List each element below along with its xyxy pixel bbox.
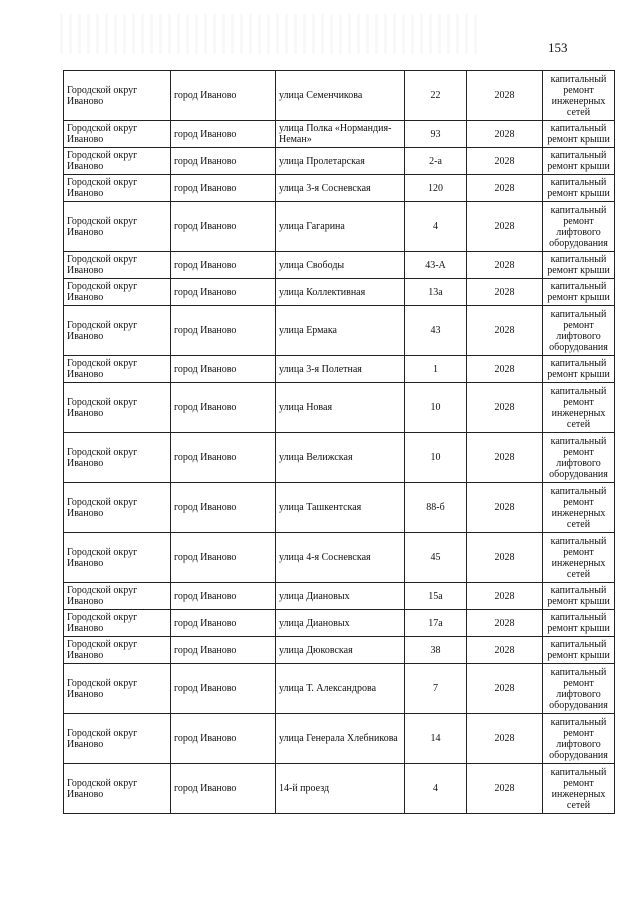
city-cell: город Иваново bbox=[171, 306, 276, 356]
city-cell: город Иваново bbox=[171, 637, 276, 664]
city-cell: город Иваново bbox=[171, 71, 276, 121]
year-cell: 2028 bbox=[467, 383, 543, 433]
house-number-cell: 38 bbox=[405, 637, 467, 664]
table-row bbox=[64, 610, 615, 637]
house-number-cell: 45 bbox=[405, 533, 467, 583]
street-cell: улица Диановых bbox=[276, 583, 405, 610]
house-number-cell: 120 bbox=[405, 175, 467, 202]
house-number-cell: 15а bbox=[405, 583, 467, 610]
street-cell: улица Гагарина bbox=[276, 202, 405, 252]
district-cell: Городской округ Иваново bbox=[64, 121, 171, 148]
street-cell: улица Ташкентская bbox=[276, 483, 405, 533]
table-row bbox=[64, 121, 615, 148]
house-number-cell: 13а bbox=[405, 279, 467, 306]
house-number-cell: 10 bbox=[405, 433, 467, 483]
table-row bbox=[64, 383, 615, 433]
table-row bbox=[64, 714, 615, 764]
city-cell: город Иваново bbox=[171, 610, 276, 637]
district-cell: Городской округ Иваново bbox=[64, 306, 171, 356]
house-number-cell: 4 bbox=[405, 764, 467, 814]
street-cell: улица Диановых bbox=[276, 610, 405, 637]
street-cell: улица Генерала Хлебникова bbox=[276, 714, 405, 764]
page-number: 153 bbox=[548, 40, 568, 55]
work-type-cell: капитальный ремонт лифтового оборудования bbox=[543, 664, 615, 714]
house-number-cell: 4 bbox=[405, 202, 467, 252]
work-type-cell: капитальный ремонт инженерных сетей bbox=[543, 533, 615, 583]
work-type-cell: капитальный ремонт инженерных сетей bbox=[543, 764, 615, 814]
work-type-cell: капитальный ремонт крыши bbox=[543, 356, 615, 383]
district-cell: Городской округ Иваново bbox=[64, 383, 171, 433]
table-row bbox=[64, 637, 615, 664]
year-cell: 2028 bbox=[467, 583, 543, 610]
year-cell: 2028 bbox=[467, 279, 543, 306]
district-cell: Городской округ Иваново bbox=[64, 148, 171, 175]
table-body bbox=[64, 71, 615, 814]
house-number-cell: 43-А bbox=[405, 252, 467, 279]
year-cell: 2028 bbox=[467, 252, 543, 279]
street-cell: улица Полка «Нормандия-Неман» bbox=[276, 121, 405, 148]
work-type-cell: капитальный ремонт крыши bbox=[543, 252, 615, 279]
house-number-cell: 7 bbox=[405, 664, 467, 714]
year-cell: 2028 bbox=[467, 483, 543, 533]
house-number-cell: 14 bbox=[405, 714, 467, 764]
year-cell: 2028 bbox=[467, 610, 543, 637]
city-cell: город Иваново bbox=[171, 714, 276, 764]
district-cell: Городской округ Иваново bbox=[64, 356, 171, 383]
table-row bbox=[64, 202, 615, 252]
year-cell: 2028 bbox=[467, 148, 543, 175]
work-type-cell: капитальный ремонт инженерных сетей bbox=[543, 383, 615, 433]
repair-schedule-table bbox=[63, 70, 615, 814]
street-cell: улица Свободы bbox=[276, 252, 405, 279]
table-row bbox=[64, 356, 615, 383]
year-cell: 2028 bbox=[467, 637, 543, 664]
city-cell: город Иваново bbox=[171, 583, 276, 610]
table-row bbox=[64, 433, 615, 483]
table-row bbox=[64, 148, 615, 175]
city-cell: город Иваново bbox=[171, 383, 276, 433]
table-row bbox=[64, 533, 615, 583]
year-cell: 2028 bbox=[467, 202, 543, 252]
street-cell: улица Велижская bbox=[276, 433, 405, 483]
street-cell: 14-й проезд bbox=[276, 764, 405, 814]
work-type-cell: капитальный ремонт лифтового оборудования bbox=[543, 202, 615, 252]
street-cell: улица Ермака bbox=[276, 306, 405, 356]
district-cell: Городской округ Иваново bbox=[64, 583, 171, 610]
house-number-cell: 10 bbox=[405, 383, 467, 433]
year-cell: 2028 bbox=[467, 306, 543, 356]
house-number-cell: 88-б bbox=[405, 483, 467, 533]
year-cell: 2028 bbox=[467, 664, 543, 714]
street-cell: улица Семенчикова bbox=[276, 71, 405, 121]
street-cell: улица 3-я Сосневская bbox=[276, 175, 405, 202]
city-cell: город Иваново bbox=[171, 764, 276, 814]
street-cell: улица Дюковская bbox=[276, 637, 405, 664]
district-cell: Городской округ Иваново bbox=[64, 175, 171, 202]
house-number-cell: 17а bbox=[405, 610, 467, 637]
scan-artifact bbox=[60, 14, 480, 54]
city-cell: город Иваново bbox=[171, 533, 276, 583]
table-row bbox=[64, 664, 615, 714]
street-cell: улица Пролетарская bbox=[276, 148, 405, 175]
table-row bbox=[64, 483, 615, 533]
street-cell: улица Новая bbox=[276, 383, 405, 433]
house-number-cell: 43 bbox=[405, 306, 467, 356]
house-number-cell: 1 bbox=[405, 356, 467, 383]
table-row bbox=[64, 583, 615, 610]
city-cell: город Иваново bbox=[171, 121, 276, 148]
city-cell: город Иваново bbox=[171, 279, 276, 306]
city-cell: город Иваново bbox=[171, 148, 276, 175]
house-number-cell: 22 bbox=[405, 71, 467, 121]
table-row bbox=[64, 279, 615, 306]
district-cell: Городской округ Иваново bbox=[64, 533, 171, 583]
table-row bbox=[64, 252, 615, 279]
district-cell: Городской округ Иваново bbox=[64, 610, 171, 637]
work-type-cell: капитальный ремонт крыши bbox=[543, 279, 615, 306]
work-type-cell: капитальный ремонт инженерных сетей bbox=[543, 483, 615, 533]
table-row bbox=[64, 764, 615, 814]
city-cell: город Иваново bbox=[171, 433, 276, 483]
work-type-cell: капитальный ремонт крыши bbox=[543, 610, 615, 637]
work-type-cell: капитальный ремонт крыши bbox=[543, 121, 615, 148]
city-cell: город Иваново bbox=[171, 252, 276, 279]
district-cell: Городской округ Иваново bbox=[64, 764, 171, 814]
house-number-cell: 2-а bbox=[405, 148, 467, 175]
table-row bbox=[64, 306, 615, 356]
street-cell: улица Коллективная bbox=[276, 279, 405, 306]
city-cell: город Иваново bbox=[171, 175, 276, 202]
work-type-cell: капитальный ремонт инженерных сетей bbox=[543, 71, 615, 121]
city-cell: город Иваново bbox=[171, 664, 276, 714]
work-type-cell: капитальный ремонт крыши bbox=[543, 175, 615, 202]
year-cell: 2028 bbox=[467, 71, 543, 121]
year-cell: 2028 bbox=[467, 175, 543, 202]
table-row bbox=[64, 71, 615, 121]
street-cell: улица 4-я Сосневская bbox=[276, 533, 405, 583]
work-type-cell: капитальный ремонт лифтового оборудования bbox=[543, 433, 615, 483]
year-cell: 2028 bbox=[467, 533, 543, 583]
year-cell: 2028 bbox=[467, 356, 543, 383]
year-cell: 2028 bbox=[467, 714, 543, 764]
work-type-cell: капитальный ремонт лифтового оборудования bbox=[543, 714, 615, 764]
year-cell: 2028 bbox=[467, 764, 543, 814]
work-type-cell: капитальный ремонт лифтового оборудования bbox=[543, 306, 615, 356]
city-cell: город Иваново bbox=[171, 483, 276, 533]
district-cell: Городской округ Иваново bbox=[64, 483, 171, 533]
district-cell: Городской округ Иваново bbox=[64, 71, 171, 121]
district-cell: Городской округ Иваново bbox=[64, 433, 171, 483]
work-type-cell: капитальный ремонт крыши bbox=[543, 583, 615, 610]
city-cell: город Иваново bbox=[171, 202, 276, 252]
district-cell: Городской округ Иваново bbox=[64, 664, 171, 714]
work-type-cell: капитальный ремонт крыши bbox=[543, 148, 615, 175]
street-cell: улица 3-я Полетная bbox=[276, 356, 405, 383]
street-cell: улица Т. Александрова bbox=[276, 664, 405, 714]
district-cell: Городской округ Иваново bbox=[64, 202, 171, 252]
district-cell: Городской округ Иваново bbox=[64, 714, 171, 764]
district-cell: Городской округ Иваново bbox=[64, 252, 171, 279]
year-cell: 2028 bbox=[467, 121, 543, 148]
district-cell: Городской округ Иваново bbox=[64, 279, 171, 306]
year-cell: 2028 bbox=[467, 433, 543, 483]
district-cell: Городской округ Иваново bbox=[64, 637, 171, 664]
table-row bbox=[64, 175, 615, 202]
city-cell: город Иваново bbox=[171, 356, 276, 383]
work-type-cell: капитальный ремонт крыши bbox=[543, 637, 615, 664]
house-number-cell: 93 bbox=[405, 121, 467, 148]
